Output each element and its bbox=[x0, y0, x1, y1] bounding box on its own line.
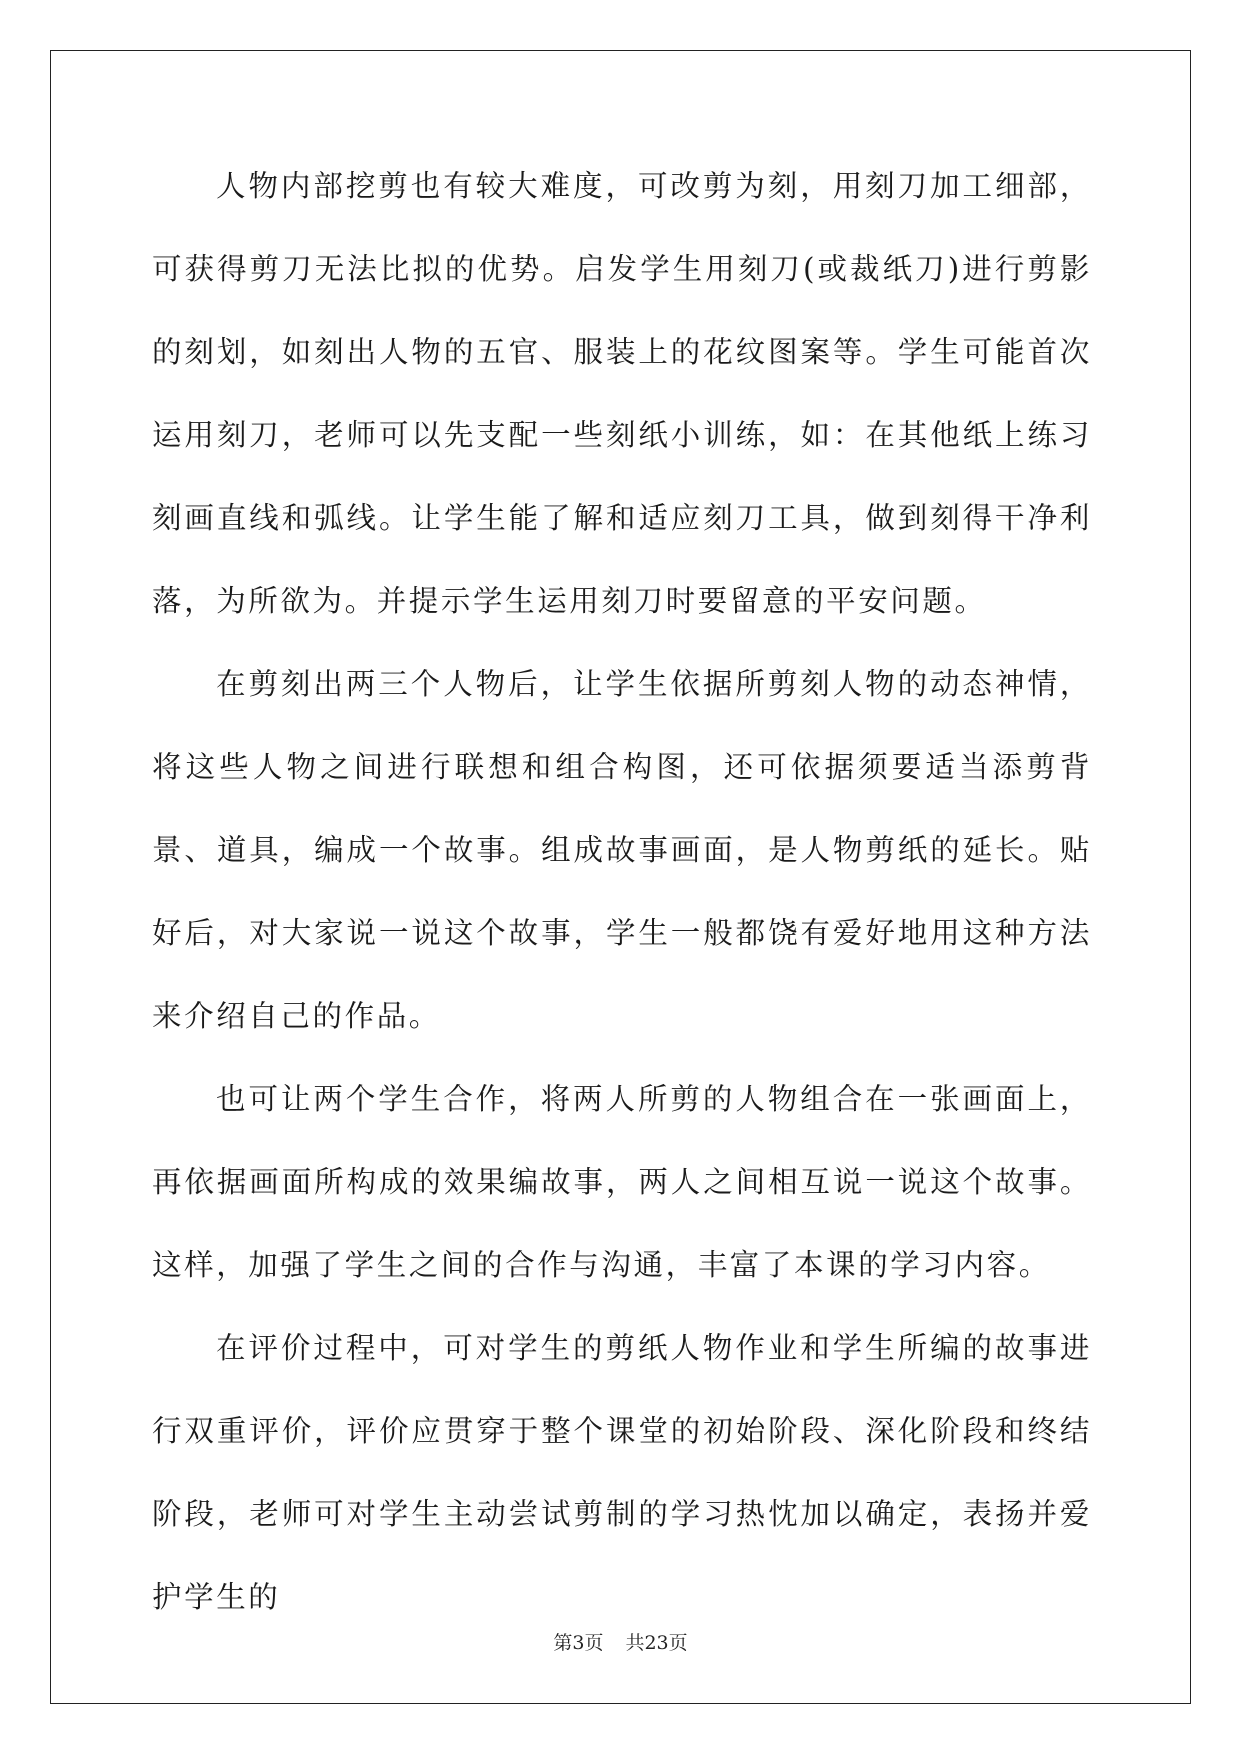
paragraph-2: 在剪刻出两三个人物后，让学生依据所剪刻人物的动态神情，将这些人物之间进行联想和组合构图，还可依据须要适当添剪背景、道具，编成一个故事。组成故事画面，是人物剪纸的延长。贴好后，对大家说一说这个故事，学生一般都饶有爱好地用这种方法来介绍自己的作品。 bbox=[152, 667, 1092, 1033]
document-body bbox=[152, 145, 1092, 1639]
paragraph-1: 人物内部挖剪也有较大难度，可改剪为刻，用刻刀加工细部，可获得剪刀无法比拟的优势。启发学生用刻刀(或裁纸刀)进行剪影的刻划，如刻出人物的五官、服装上的花纹图案等。学生可能首次运用刻刀，老师可以先支配一些刻纸小训练，如：在其他纸上练习刻画直线和弧线。让学生能了解和适应刻刀工具，做到刻得干净利落，为所欲为。并提示学生运用刻刀时要留意的平安问题。 bbox=[152, 169, 1092, 618]
page-footer bbox=[0, 1631, 1241, 1655]
paragraph-3: 也可让两个学生合作，将两人所剪的人物组合在一张画面上，再依据画面所构成的效果编故事，两人之间相互说一说这个故事。这样，加强了学生之间的合作与沟通，丰富了本课的学习内容。 bbox=[152, 1082, 1092, 1282]
current-page-label: 第3页 bbox=[553, 1632, 604, 1654]
total-pages-label: 共23页 bbox=[625, 1632, 688, 1654]
paragraph-4: 在评价过程中，可对学生的剪纸人物作业和学生所编的故事进行双重评价，评价应贯穿于整个课堂的初始阶段、深化阶段和终结阶段，老师可对学生主动尝试剪制的学习热忱加以确定，表扬并爱护学生的 bbox=[152, 1331, 1092, 1614]
